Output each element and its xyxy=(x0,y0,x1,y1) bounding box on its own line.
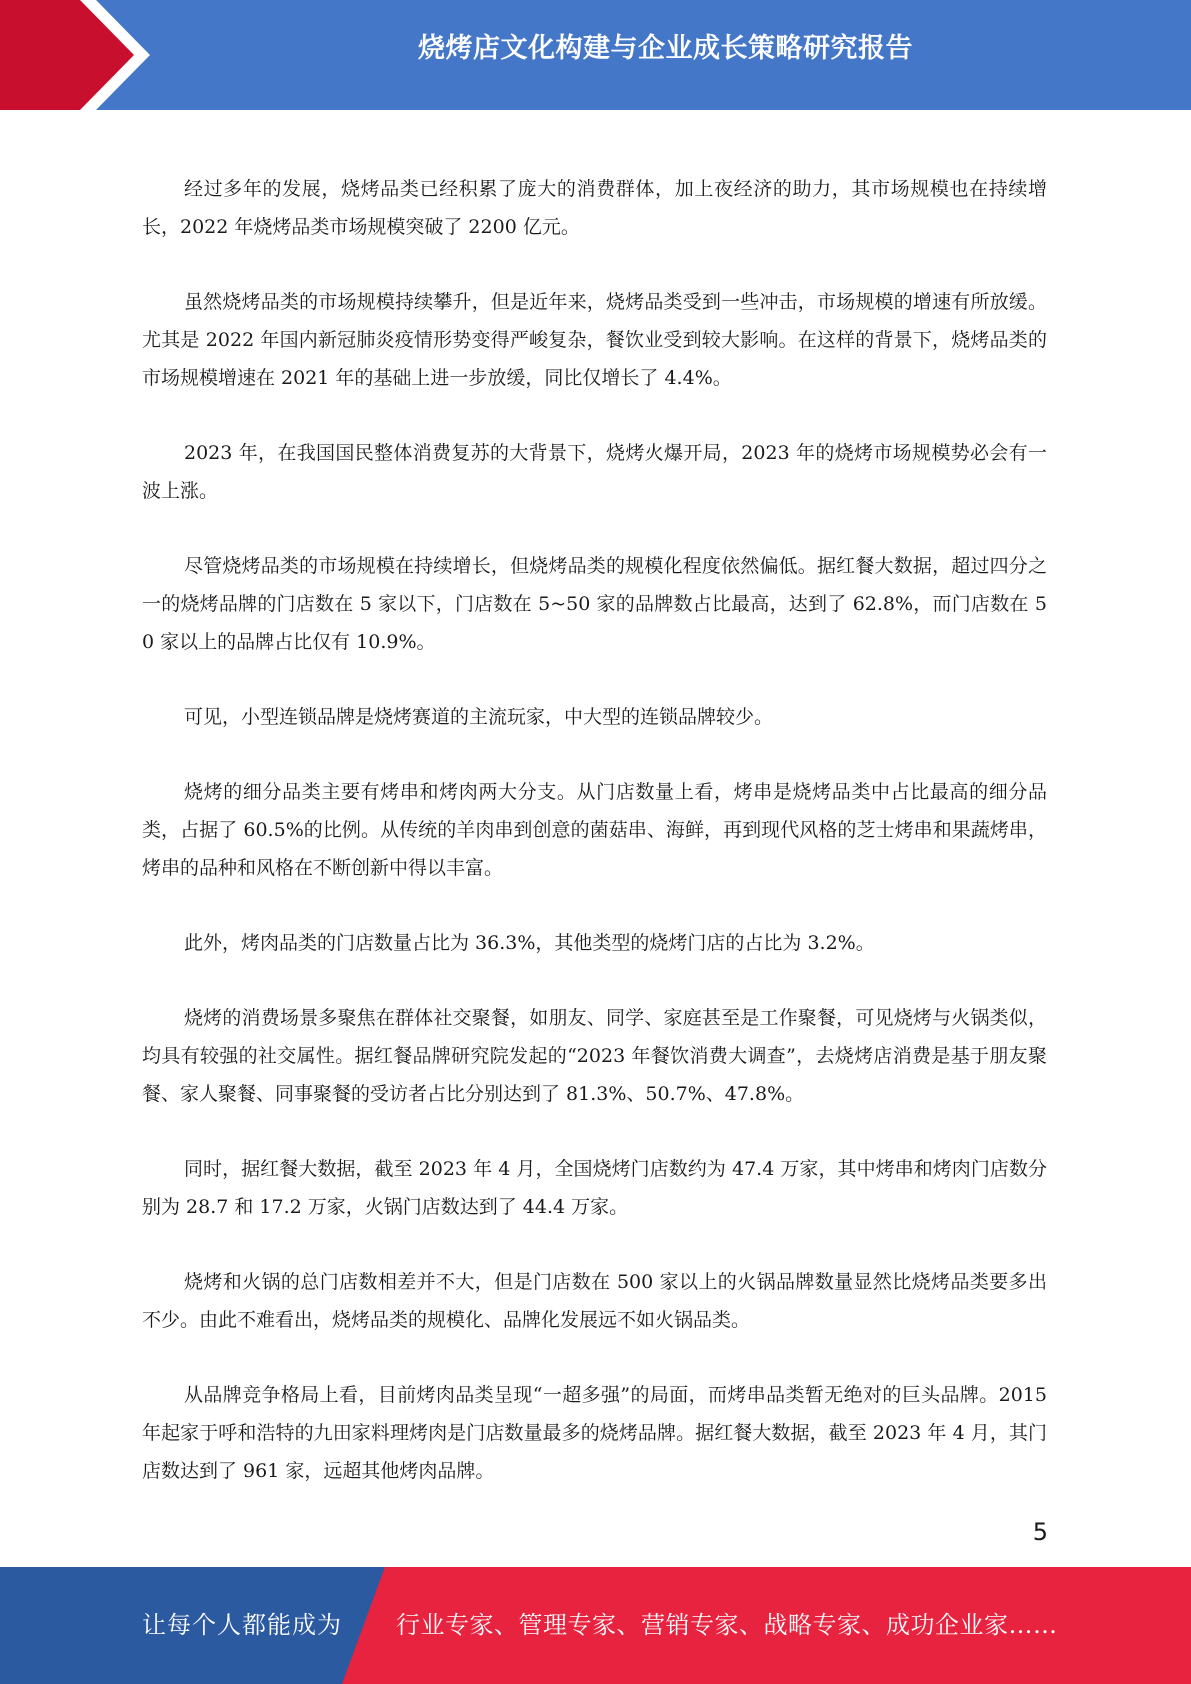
page-footer xyxy=(0,1567,1191,1684)
paragraph: 从品牌竞争格局上看，目前烤肉品类呈现“一超多强”的局面，而烤串品类暂无绝对的巨头品牌。2015 年起家于呼和浩特的九田家料理烤肉是门店数量最多的烧烤品牌。据红餐大数据，截至 2023 年 4 月，其门店数达到了 961 家，远超其他烤肉品牌。 xyxy=(142,1384,1047,1482)
page-title: 烧烤店文化构建与企业成长策略研究报告 xyxy=(418,33,913,64)
paragraph: 同时，据红餐大数据，截至 2023 年 4 月，全国烧烤门店数约为 47.4 万家，其中烤串和烤肉门店数分别为 28.7 和 17.2 万家，火锅门店数达到了 44.4 万家。 xyxy=(142,1158,1047,1218)
paragraph: 经过多年的发展，烧烤品类已经积累了庞大的消费群体，加上夜经济的助力，其市场规模也在持续增长，2022 年烧烤品类市场规模突破了 2200 亿元。 xyxy=(142,178,1047,238)
paragraph: 烧烤的消费场景多聚焦在群体社交聚餐，如朋友、同学、家庭甚至是工作聚餐，可见烧烤与火锅类似，均具有较强的社交属性。据红餐品牌研究院发起的“2023 年餐饮消费大调查”，去烧烤店消费是基于朋友聚餐、家人聚餐、同事聚餐的受访者占比分别达到了 81.3%、50.7%、47.8%。 xyxy=(142,1007,1047,1105)
paragraph: 2023 年，在我国国民整体消费复苏的大背景下，烧烤火爆开局，2023 年的烧烤市场规模势必会有一波上涨。 xyxy=(142,442,1047,502)
paragraph: 烧烤的细分品类主要有烤串和烤肉两大分支。从门店数量上看，烤串是烧烤品类中占比最高的细分品类，占据了 60.5%的比例。从传统的羊肉串到创意的菌菇串、海鲜，再到现代风格的芝士烤串和果蔬烤串，烤串的品种和风格在不断创新中得以丰富。 xyxy=(142,781,1047,879)
page-number: 5 xyxy=(1032,1518,1048,1546)
paragraph: 尽管烧烤品类的市场规模在持续增长，但烧烤品类的规模化程度依然偏低。据红餐大数据，超过四分之一的烧烤品牌的门店数在 5 家以下，门店数在 5~50 家的品牌数占比最高，达到了 62.8%，而门店数在 50 家以上的品牌占比仅有 10.9%。 xyxy=(142,555,1047,653)
footer-slogan-left: 让每个人都能成为 xyxy=(142,1611,342,1639)
report-body xyxy=(142,170,1047,1527)
paragraph: 虽然烧烤品类的市场规模持续攀升，但是近年来，烧烤品类受到一些冲击，市场规模的增速有所放缓。尤其是 2022 年国内新冠肺炎疫情形势变得严峻复杂，餐饮业受到较大影响。在这样的背景下，烧烤品类的市场规模增速在 2021 年的基础上进一步放缓，同比仅增长了 4.4%。 xyxy=(142,291,1047,389)
footer-slogan-right: 行业专家、管理专家、营销专家、战略专家、成功企业家…… xyxy=(396,1611,1058,1639)
page-header xyxy=(0,0,1191,110)
paragraph: 此外，烤肉品类的门店数量占比为 36.3%，其他类型的烧烤门店的占比为 3.2%。 xyxy=(184,932,875,954)
paragraph: 烧烤和火锅的总门店数相差并不大，但是门店数在 500 家以上的火锅品牌数量显然比烧烤品类要多出不少。由此不难看出，烧烤品类的规模化、品牌化发展远不如火锅品类。 xyxy=(142,1271,1047,1331)
paragraph: 可见，小型连锁品牌是烧烤赛道的主流玩家，中大型的连锁品牌较少。 xyxy=(184,706,774,728)
